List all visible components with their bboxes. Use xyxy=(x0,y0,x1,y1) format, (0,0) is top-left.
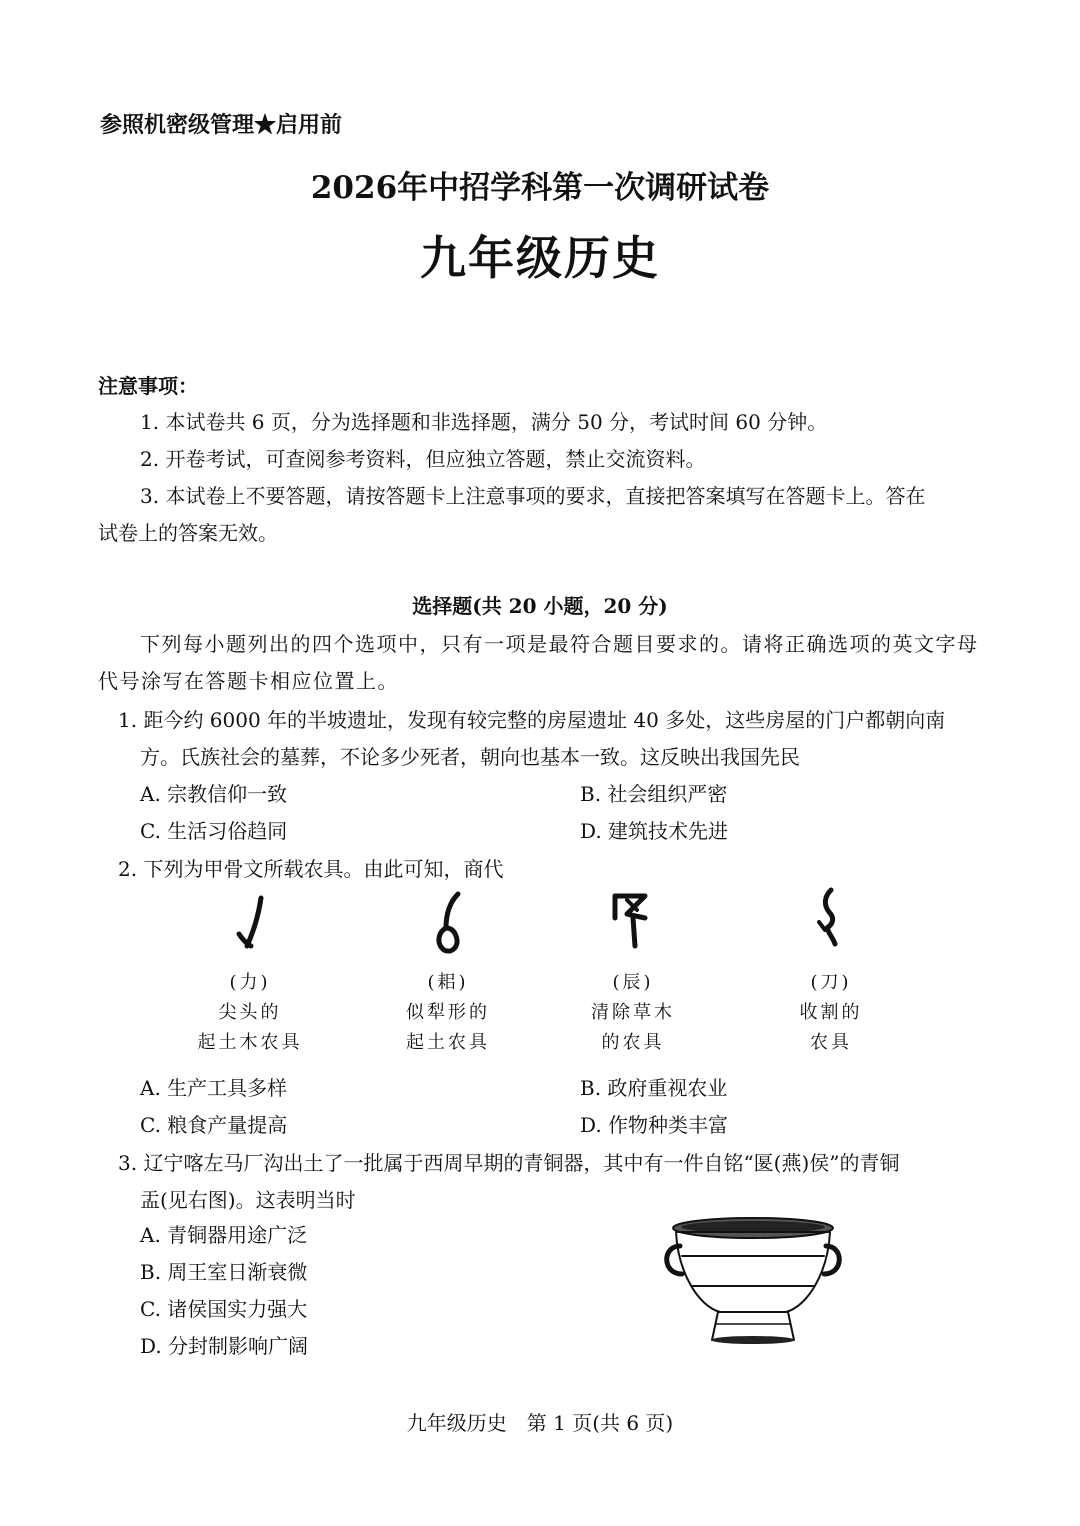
oracle-caption-desc: 农具 xyxy=(810,1032,852,1053)
question-2-stem: 2. 下列为甲骨文所载农具。由此可知，商代 xyxy=(118,857,504,881)
oracle-glyph-li-icon xyxy=(225,890,285,960)
section-instructions: 下列每小题列出的四个选项中，只有一项是最符合题目要求的。请将正确选项的英文字母 xyxy=(140,632,979,656)
oracle-caption-desc: 收割的 xyxy=(799,1002,863,1023)
oracle-caption-desc: 起土木农具 xyxy=(197,1032,303,1053)
oracle-caption-name: (力) xyxy=(229,972,271,993)
question-1-stem: 1. 距今约 6000 年的半坡遗址，发现有较完整的房屋遗址 40 多处，这些房屋的门户都朝向南 xyxy=(118,708,946,732)
oracle-caption-desc: 似犁形的 xyxy=(406,1002,490,1023)
question-2-option-d: D. 作物种类丰富 xyxy=(580,1113,729,1137)
question-1-option-d: D. 建筑技术先进 xyxy=(580,819,729,843)
notes-heading: 注意事项： xyxy=(98,374,198,398)
note-item: 3. 本试卷上不要答题，请按答题卡上注意事项的要求，直接把答案填写在答题卡上。答在 xyxy=(140,484,926,508)
confidentiality-label: 参照机密级管理★启用前 xyxy=(100,112,343,138)
oracle-glyph-dao-icon xyxy=(805,884,855,950)
oracle-caption-desc: 尖头的 xyxy=(218,1002,282,1023)
note-item-continued: 试卷上的答案无效。 xyxy=(98,521,278,545)
exam-title: 2026年中招学科第一次调研试卷 xyxy=(310,170,770,206)
subject-title: 九年级历史 xyxy=(420,231,660,285)
section-instructions-continued: 代号涂写在答题卡相应位置上。 xyxy=(98,669,399,693)
oracle-caption-name: (辰) xyxy=(612,972,654,993)
section-heading: 选择题(共 20 小题，20 分) xyxy=(412,594,668,618)
oracle-caption-desc: 清除草木 xyxy=(591,1002,675,1023)
note-item: 1. 本试卷共 6 页，分为选择题和非选择题，满分 50 分，考试时间 60 分钟。 xyxy=(140,410,828,434)
oracle-caption-name: (耜) xyxy=(427,972,469,993)
question-3-option-d: D. 分封制影响广阔 xyxy=(140,1334,309,1358)
question-1-stem-continued: 方。氏族社会的墓葬，不论多少死者，朝向也基本一致。这反映出我国先民 xyxy=(140,745,800,769)
oracle-caption-desc: 的农具 xyxy=(601,1032,665,1053)
question-2-option-c: C. 粮食产量提高 xyxy=(140,1113,288,1137)
question-1-option-c: C. 生活习俗趋同 xyxy=(140,819,288,843)
question-1-option-b: B. 社会组织严密 xyxy=(580,782,728,806)
question-3-option-a: A. 青铜器用途广泛 xyxy=(140,1223,308,1247)
oracle-caption-dao xyxy=(751,968,911,1058)
oracle-caption-desc: 起土农具 xyxy=(406,1032,490,1053)
question-2-option-a: A. 生产工具多样 xyxy=(140,1076,288,1100)
question-3-option-c: C. 诸侯国实力强大 xyxy=(140,1297,308,1321)
question-1-option-a: A. 宗教信仰一致 xyxy=(140,782,288,806)
oracle-caption-si xyxy=(368,968,528,1058)
question-3-option-b: B. 周王室日渐衰微 xyxy=(140,1260,308,1284)
question-3-stem-continued: 盂(见右图)。这表明当时 xyxy=(140,1188,356,1212)
oracle-caption-chen xyxy=(553,968,713,1058)
page-footer: 九年级历史 第 1 页(共 6 页) xyxy=(406,1411,674,1435)
bronze-yu-vessel-image xyxy=(658,1212,848,1352)
oracle-glyph-si-icon xyxy=(420,888,480,960)
oracle-caption-li xyxy=(170,968,330,1058)
oracle-caption-name: (刀) xyxy=(810,972,852,993)
note-item: 2. 开卷考试，可查阅参考资料，但应独立答题，禁止交流资料。 xyxy=(140,447,706,471)
question-3-stem: 3. 辽宁喀左马厂沟出土了一批属于西周早期的青铜器，其中有一件自铭“匽(燕)侯”的青铜 xyxy=(118,1151,900,1175)
oracle-glyph-chen-icon xyxy=(605,888,665,954)
question-2-option-b: B. 政府重视农业 xyxy=(580,1076,728,1100)
